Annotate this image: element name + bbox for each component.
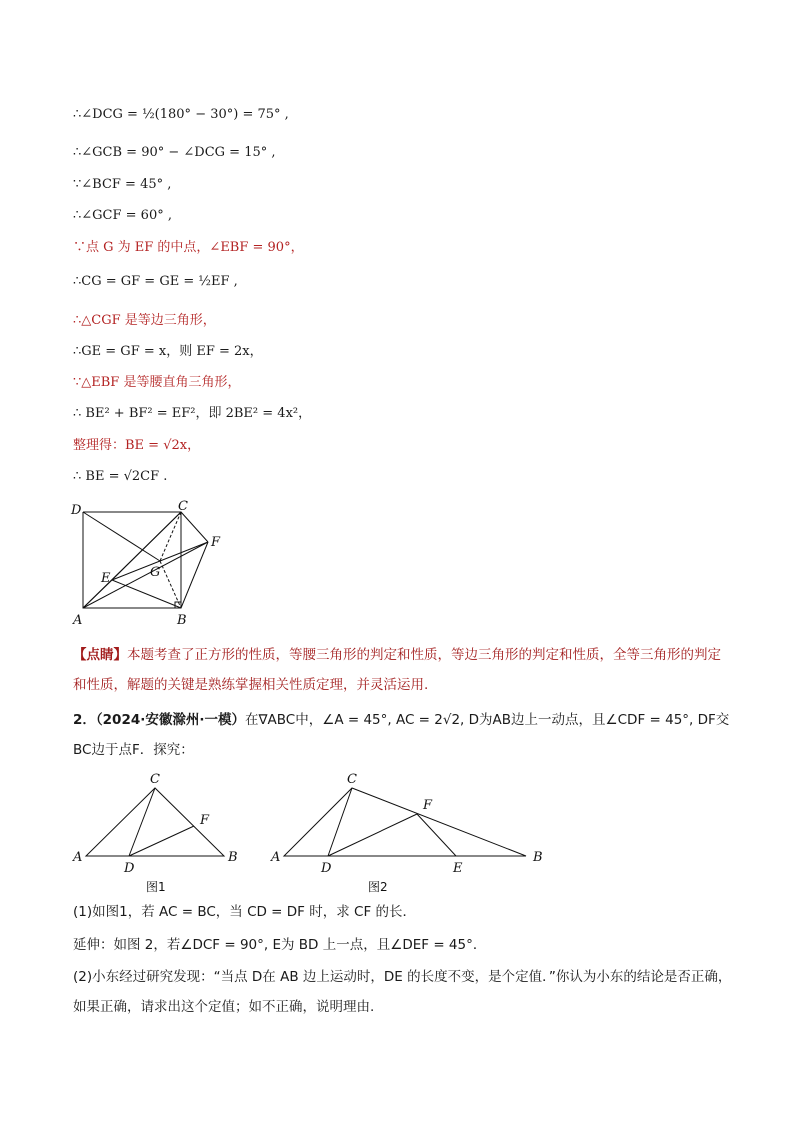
fig2-segment-DF	[328, 814, 417, 856]
label-B: B	[177, 613, 187, 628]
geometry-figures-question	[68, 768, 558, 898]
extension-text: 延伸：如图 2，若∠DCF = 90°, E为 BD 上一点，且∠DEF = 45°．	[73, 937, 487, 953]
fig2-label-A: A	[271, 850, 281, 865]
segment-DG	[83, 512, 160, 561]
geometry-figure-square	[68, 500, 228, 630]
solution-line-6: ∴CG = GF = GE = ½EF ,	[73, 274, 238, 289]
question-source: （2024·安徽滁州·一模）	[95, 712, 245, 728]
fig2-label-E: E	[453, 861, 463, 876]
fig1-label-A: A	[73, 850, 83, 865]
label-C: C	[178, 500, 188, 514]
part-1: (1)如图1，若 AC = BC，当 CD = DF 时，求 CF 的长．	[73, 904, 417, 920]
part-2: (2)小东经过研究发现：“当点 D在 AB 边上运动时，DE 的长度不变，是个定值．”你认为小东的结论是否正确，如果正确，请求出这个定值；如不正确，说明理由.	[73, 969, 732, 1015]
solution-line-4: ∴∠GCF = 60° ,	[73, 208, 172, 223]
label-A: A	[73, 613, 83, 628]
label-F: F	[211, 535, 221, 550]
fig2-label-F: F	[423, 798, 433, 813]
label-G: G	[150, 565, 161, 580]
solution-line-2: ∴∠GCB = 90° − ∠DCG = 15° ,	[73, 145, 276, 160]
solution-line-5: ∵点 G 为 EF 的中点，∠EBF = 90°，	[73, 240, 304, 255]
solution-line-11: 整理得：BE = √2x，	[73, 438, 201, 453]
label-D: D	[71, 503, 82, 518]
question-text: 在∇ABC中，∠A = 45°, AC = 2√2, D为AB边上一动点，且∠CDF = 45°, DF交BC边于点F．探究：	[73, 712, 730, 758]
segment-CF	[181, 512, 208, 542]
hint-text: 本题考查了正方形的性质，等腰三角形的判定和性质，等边三角形的判定和性质，全等三角形的判定和性质，解题的关键是熟练掌握相关性质定理，并灵活运用.	[73, 647, 721, 693]
solution-line-3: ∵∠BCF = 45° ,	[73, 177, 172, 192]
fig2-segment-FE	[417, 814, 456, 856]
fig2-caption: 图2	[368, 880, 388, 894]
fig2-segment-CD	[328, 788, 352, 856]
fig1-caption: 图1	[146, 880, 166, 894]
segment-EC	[112, 512, 181, 580]
hint-paragraph	[73, 640, 723, 700]
fig2-label-B: B	[533, 850, 543, 865]
label-E: E	[101, 571, 111, 586]
fig1-label-F: F	[200, 813, 210, 828]
fig2-triangle-ABC	[284, 788, 526, 856]
fig2-label-D: D	[321, 861, 332, 876]
fig1-label-D: D	[124, 861, 135, 876]
solution-line-7: ∴△CGF 是等边三角形，	[73, 313, 216, 328]
solution-line-1: ∴∠DCG = ½(180° − 30°) = 75° ,	[73, 107, 289, 122]
solution-line-12: ∴ BE = √2CF .	[73, 469, 168, 484]
hint-tag: 【点睛】	[73, 647, 127, 663]
solution-line-10: ∴ BE² + BF² = EF²，即 2BE² = 4x²，	[73, 406, 312, 421]
question-2	[73, 705, 733, 765]
question-number: 2．	[73, 712, 96, 728]
solution-line-9: ∵△EBF 是等腰直角三角形，	[73, 375, 241, 390]
fig1-label-B: B	[228, 850, 238, 865]
segment-BF	[181, 542, 208, 608]
fig1-label-C: C	[150, 772, 160, 787]
fig2-label-C: C	[347, 772, 357, 787]
solution-line-8: ∴GE = GF = x，则 EF = 2x，	[73, 344, 263, 359]
